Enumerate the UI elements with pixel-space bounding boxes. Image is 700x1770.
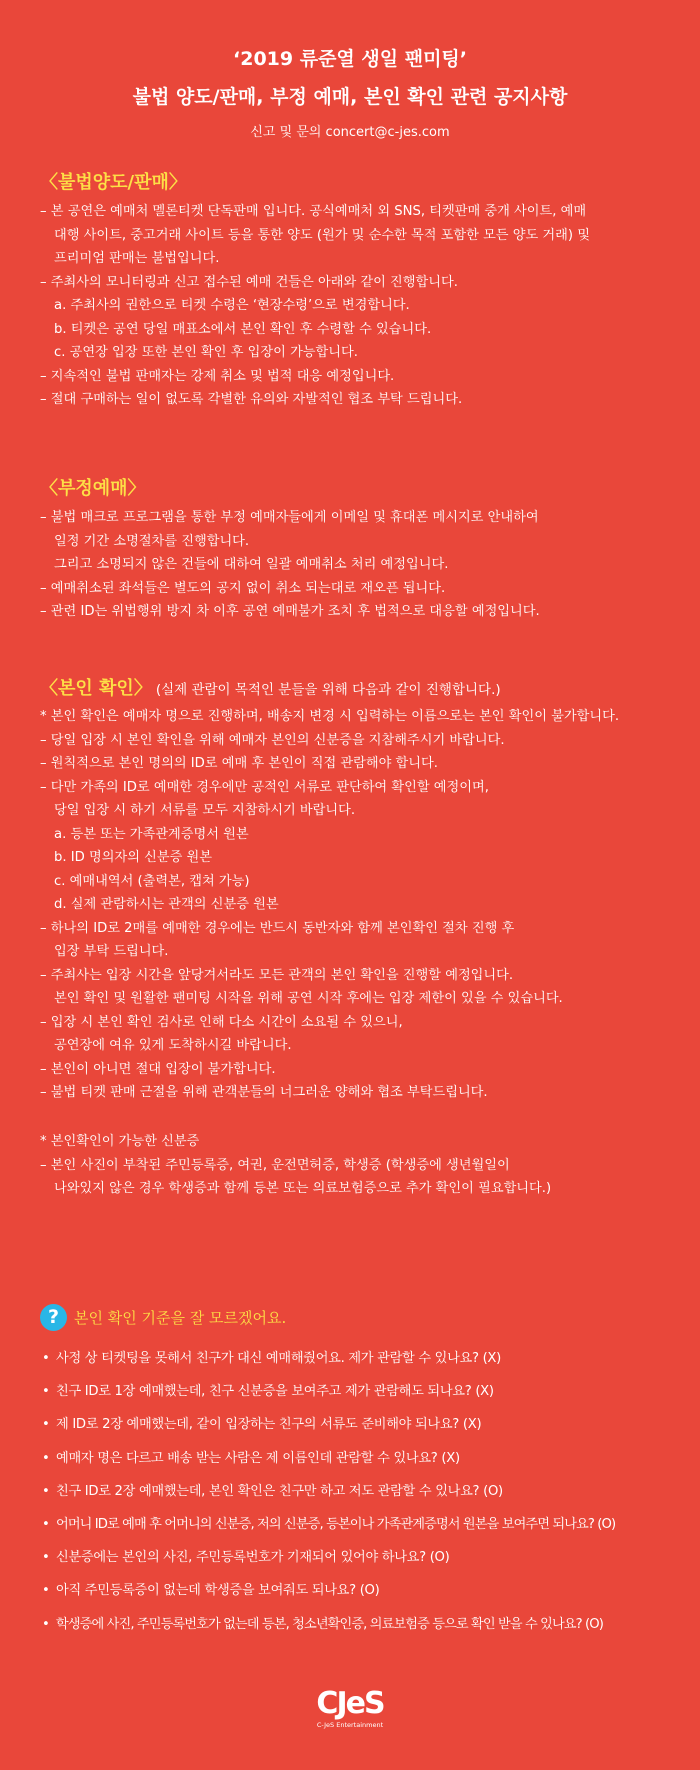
bullet-icon: • bbox=[42, 1384, 50, 1400]
section-heading-note: (실제 관람이 목적인 분들을 위해 다음과 같이 진행합니다.) bbox=[155, 682, 501, 698]
bullet-icon: • bbox=[42, 1616, 49, 1632]
bullet-icon: • bbox=[42, 1517, 49, 1533]
valid-id-heading: * 본인확인이 가능한 신분증 bbox=[40, 1134, 200, 1149]
notice-line: – 본인 사진이 부착된 주민등록증, 여권, 운전면허증, 학생증 (학생증에 생년월일이 bbox=[40, 1157, 510, 1173]
notice-header bbox=[0, 44, 700, 142]
bullet-icon: • bbox=[42, 1450, 50, 1466]
faq-question: 예매자 명은 다르고 배송 받는 사람은 제 이름인데 관람할 수 있나요? (X) bbox=[56, 1450, 460, 1466]
faq-question: 사정 상 티켓팅을 못해서 친구가 대신 예매해줬어요. 제가 관람할 수 있나요? (X) bbox=[56, 1351, 501, 1366]
faq-header bbox=[40, 1304, 286, 1331]
section-illegal-resale bbox=[40, 170, 670, 412]
question-icon: ? bbox=[40, 1304, 67, 1331]
notice-line: 본인 확인 및 원활한 팬미팅 시작을 위해 공연 시작 후에는 입장 제한이 있을 수 있습니다. bbox=[54, 991, 563, 1006]
notice-line: 당일 입장 시 하기 서류를 모두 지참하시기 바랍니다. bbox=[54, 803, 356, 818]
notice-line: 나와있지 않은 경우 학생증과 함께 등본 또는 의료보험증으로 추가 확인이 필요합니다.) bbox=[54, 1181, 552, 1196]
section-identity-check bbox=[40, 676, 670, 1105]
bullet-icon: • bbox=[42, 1550, 50, 1566]
section-heading-text: 〈본인 확인〉 bbox=[40, 678, 152, 699]
notice-line: – 주최사는 입장 시간을 앞당겨서라도 모든 관객의 본인 확인을 진행할 예정입니다. bbox=[40, 967, 514, 983]
faq-item bbox=[42, 1375, 682, 1408]
faq-question: 친구 ID로 1장 예매했는데, 친구 신분증을 보여주고 제가 관람해도 되나요? (X) bbox=[56, 1384, 494, 1400]
notice-line: d. 실제 관람하시는 관객의 신분증 원본 bbox=[54, 897, 279, 912]
section-heading: 〈불법양도/판매〉 bbox=[40, 172, 187, 193]
notice-line: 입장 부탁 드립니다. bbox=[54, 944, 169, 959]
notice-line: – 지속적인 불법 판매자는 강제 취소 및 법적 대응 예정입니다. bbox=[40, 368, 395, 384]
faq-item bbox=[42, 1541, 682, 1574]
faq-question: 학생증에 사진, 주민등록번호가 없는데 등본, 청소년확인증, 의료보험증 등으로 확인 받을 수 있나요? (O) bbox=[56, 1616, 604, 1632]
faq-item bbox=[42, 1475, 682, 1508]
faq-item bbox=[42, 1574, 682, 1607]
notice-line: – 원칙적으로 본인 명의의 ID로 예매 후 본인이 직접 관람해야 합니다. bbox=[40, 756, 438, 771]
faq-question: 어머니 ID로 예매 후 어머니의 신분증, 저의 신분증, 등본이나 가족관계증명서 원본을 보여주면 되나요? (O) bbox=[56, 1517, 616, 1533]
faq-question: 아직 주민등록증이 없는데 학생증을 보여줘도 되나요? (O) bbox=[56, 1583, 380, 1599]
notice-line: – 하나의 ID로 2매를 예매한 경우에는 반드시 동반자와 함께 본인확인 절차 진행 후 bbox=[40, 920, 515, 936]
section-valid-ids bbox=[40, 1130, 670, 1201]
notice-line: – 본 공연은 예매처 멜론티켓 단독판매 입니다. 공식예매처 외 SNS, 티켓판매 중개 사이트, 예매 bbox=[40, 204, 587, 219]
bullet-icon: • bbox=[42, 1583, 50, 1599]
notice-line: 공연장에 여유 있게 도착하시길 바랍니다. bbox=[54, 1038, 292, 1053]
section-heading: 〈부정예매〉 bbox=[40, 478, 146, 499]
notice-line: * 본인 확인은 예매자 명으로 진행하며, 배송지 변경 시 입력하는 이름으로는 본인 확인이 불가합니다. bbox=[40, 709, 620, 724]
notice-line: – 본인이 아니면 절대 입장이 불가합니다. bbox=[40, 1061, 276, 1077]
notice-line: a. 등본 또는 가족관계증명서 원본 bbox=[54, 826, 249, 842]
notice-line: c. 예매내역서 (출력본, 캡쳐 가능) bbox=[54, 873, 250, 889]
event-title: ‘2019 류준열 생일 팬미팅’ bbox=[233, 48, 467, 70]
notice-line: – 절대 구매하는 일이 없도록 각별한 유의와 자발적인 협조 부탁 드립니다. bbox=[40, 392, 463, 407]
bullet-icon: • bbox=[42, 1351, 50, 1366]
notice-line: – 입장 시 본인 확인 검사로 인해 다소 시간이 소요될 수 있으니, bbox=[40, 1014, 403, 1030]
bullet-icon: • bbox=[42, 1417, 50, 1433]
faq-item bbox=[42, 1442, 682, 1475]
faq-question: 신분증에는 본인의 사진, 주민등록번호가 기재되어 있어야 하나요? (O) bbox=[56, 1550, 450, 1566]
notice-line: – 주최사의 모니터링과 신고 접수된 예매 건들은 아래와 같이 진행합니다. bbox=[40, 274, 458, 290]
faq-item bbox=[42, 1342, 682, 1375]
company-logo bbox=[0, 1688, 700, 1730]
notice-line: 프리미엄 판매는 불법입니다. bbox=[54, 251, 220, 266]
faq-question: 친구 ID로 2장 예매했는데, 본인 확인은 친구만 하고 저도 관람할 수 있나요? (O) bbox=[56, 1483, 503, 1499]
section-fraud-booking bbox=[40, 476, 670, 624]
notice-line: – 불법 티켓 판매 근절을 위해 관객분들의 너그러운 양해와 협조 부탁드립니다. bbox=[40, 1085, 488, 1100]
notice-title: 불법 양도/판매, 부정 예매, 본인 확인 관련 공지사항 bbox=[132, 86, 568, 108]
notice-line: 그리고 소명되지 않은 건들에 대하여 일괄 예매취소 처리 예정입니다. bbox=[54, 557, 449, 572]
faq-question: 제 ID로 2장 예매했는데, 같이 입장하는 친구의 서류도 준비해야 되나요? (X) bbox=[56, 1417, 482, 1433]
bullet-icon: • bbox=[42, 1483, 50, 1499]
notice-line: – 관련 ID는 위법행위 방지 차 이후 공연 예매불가 조치 후 법적으로 대응할 예정입니다. bbox=[40, 604, 540, 619]
faq-item bbox=[42, 1408, 682, 1441]
section-heading bbox=[40, 676, 670, 703]
notice-line: 대행 사이트, 중고거래 사이트 등을 통한 양도 (원가 및 순수한 목적 포함한 모든 양도 거래) 및 bbox=[54, 227, 590, 243]
notice-line: – 불법 매크로 프로그램을 통한 부정 예매자들에게 이메일 및 휴대폰 메시지로 안내하여 bbox=[40, 510, 539, 525]
notice-line: – 다만 가족의 ID로 예매한 경우에만 공적인 서류로 판단하여 확인할 예정이며, bbox=[40, 779, 489, 795]
notice-line: b. ID 명의자의 신분증 원본 bbox=[54, 850, 213, 865]
faq-item bbox=[42, 1508, 682, 1541]
faq-list bbox=[42, 1342, 682, 1641]
notice-line: c. 공연장 입장 또한 본인 확인 후 입장이 가능합니다. bbox=[54, 345, 358, 360]
logo-subtitle: C-JeS Entertainment bbox=[316, 1721, 384, 1729]
faq-item bbox=[42, 1608, 682, 1641]
faq-title: 본인 확인 기준을 잘 모르겠어요. bbox=[74, 1309, 287, 1327]
notice-line: – 예매취소된 좌석들은 별도의 공지 없이 취소 되는대로 재오픈 됩니다. bbox=[40, 580, 446, 596]
notice-line: 일정 기간 소명절차를 진행합니다. bbox=[54, 533, 250, 549]
logo-mark: CJeS bbox=[316, 1686, 384, 1721]
contact-info: 신고 및 문의 concert@c-jes.com bbox=[250, 125, 450, 140]
notice-line: – 당일 입장 시 본인 확인을 위해 예매자 본인의 신분증을 지참해주시기 바랍니다. bbox=[40, 732, 505, 748]
notice-line: b. 티켓은 공연 당일 매표소에서 본인 확인 후 수령할 수 있습니다. bbox=[54, 321, 432, 337]
notice-line: a. 주최사의 권한으로 티켓 수령은 ‘현장수령’으로 변경합니다. bbox=[54, 298, 410, 313]
